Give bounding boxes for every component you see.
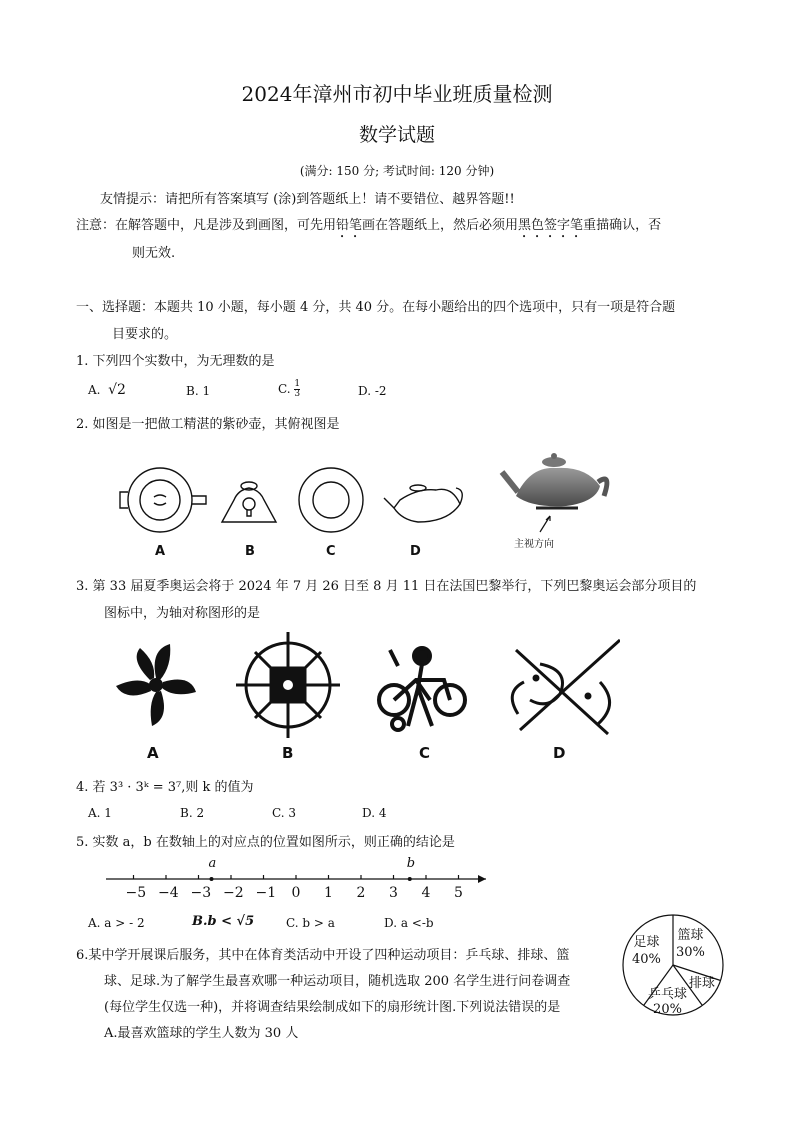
- q2-label-a: A: [155, 544, 166, 559]
- number-line-tick-label: −2: [223, 885, 244, 901]
- number-line-tick-label: 1: [324, 885, 333, 901]
- q5-option-b: B.b < √5: [192, 914, 255, 929]
- view-b-drawing: [222, 482, 276, 522]
- q3-label-a: A: [147, 744, 159, 762]
- q5-stem: 5. 实数 a，b 在数轴上的对应点的位置如图所示，则正确的结论是: [76, 835, 455, 850]
- q2-label-b: B: [245, 544, 255, 559]
- q2-stem: 2. 如图是一把做工精湛的紫砂壶，其俯视图是: [76, 417, 340, 432]
- pie-label-basketball: 篮球 30%: [676, 928, 705, 960]
- icon-a-pinwheel: [116, 644, 196, 726]
- teapot-photo: [496, 446, 616, 536]
- icon-b-target: [236, 632, 340, 738]
- q4-option-c: C. 3: [272, 806, 297, 820]
- q5-option-d: D. a <-b: [384, 916, 434, 930]
- q3-pictograms: [100, 630, 620, 740]
- q1-option-a: A. √2: [88, 382, 126, 398]
- pie-label-football: 足球 40%: [632, 935, 661, 967]
- q4-option-a: A. 1: [88, 806, 112, 820]
- exam-tip: 友情提示：请把所有答案填写 (涂)到答题纸上！请不要错位、越界答题!!: [100, 192, 515, 207]
- number-line-tick-label: −4: [158, 885, 179, 901]
- icon-d-fencing: [512, 640, 620, 734]
- q5-option-a: A. a > - 2: [88, 916, 145, 930]
- icon-c-cyclocross: [379, 648, 465, 730]
- point-b-label: b: [406, 856, 416, 871]
- q1-option-d: D. -2: [358, 384, 387, 398]
- q1-option-c: C. $\frac{1}{3}$: [278, 379, 301, 399]
- q4-option-d: D. 4: [362, 806, 387, 820]
- point-a-dot: [210, 877, 214, 881]
- exam-subtitle: 数学试题: [358, 124, 435, 146]
- pie-label-pingpong: 乒乓球 20%: [648, 987, 688, 1017]
- q2-label-c: C: [326, 544, 336, 559]
- q6-stem-line3: (每位学生仅选一种)，并将调查结果绘制成如下的扇形统计图.下列说法错误的是: [104, 1000, 561, 1015]
- q3-label-c: C: [419, 744, 431, 762]
- q3-stem: 3. 第 33 届夏季奥运会将于 2024 年 7 月 26 日至 8 月 11 日在法国巴黎举行，下列巴黎奥运会部分项目的: [76, 579, 697, 594]
- exam-note-line2: 则无效.: [132, 246, 176, 261]
- q2-label-d: D: [410, 544, 421, 559]
- q5-option-c: C. b > a: [286, 916, 335, 930]
- q6-stem-line1: 6.某中学开展课后服务，其中在体育类活动中开设了四种运动项目：乒乓球、排球、篮: [76, 948, 570, 963]
- point-a-label: a: [208, 856, 217, 871]
- q6-option-a: A.最喜欢篮球的学生人数为 30 人: [104, 1026, 299, 1041]
- view-d-drawing: [384, 485, 462, 522]
- pie-label-volleyball: 排球: [689, 976, 716, 991]
- q6-stem-line2: 球、足球.为了解学生最喜欢哪一种运动项目，随机选取 200 名学生进行问卷调查: [104, 974, 571, 989]
- view-a-drawing: [120, 468, 206, 532]
- number-line-tick-label: 3: [389, 885, 398, 901]
- exam-info: (满分: 150 分; 考试时间: 120 分钟): [299, 164, 495, 178]
- q1-stem: 1. 下列四个实数中，为无理数的是: [76, 354, 275, 369]
- point-b-dot: [408, 877, 412, 881]
- section-heading: 一、选择题：本题共 10 小题，每小题 4 分，共 40 分。在每小题给出的四个选项中，只有一项是符合题: [76, 300, 676, 315]
- exam-note: 注意：在解答题中，凡是涉及到画图，可先用铅笔画在答题纸上，然后必须用黑色签字笔重描确认，否: [76, 218, 662, 233]
- q2-teapot-views: [118, 460, 463, 540]
- number-line-tick-label: 5: [454, 885, 463, 901]
- number-line-tick-label: 2: [356, 885, 366, 901]
- number-line-tick-label: −1: [255, 885, 277, 901]
- number-line-tick-label: 4: [421, 885, 431, 901]
- teapot-caption: 主视方向: [514, 539, 554, 550]
- q3-label-b: B: [282, 744, 294, 762]
- number-line-tick-label: −3: [190, 885, 212, 901]
- q4-option-b: B. 2: [180, 806, 205, 820]
- q1-option-b: B. 1: [186, 384, 211, 398]
- number-line-tick-label: −5: [125, 885, 147, 901]
- q3-stem-line2: 图标中，为轴对称图形的是: [104, 606, 261, 621]
- view-c-drawing: [299, 468, 363, 532]
- exam-title: 2024年漳州市初中毕业班质量检测: [241, 82, 553, 106]
- number-line-tick-label: 0: [291, 885, 301, 901]
- q3-label-d: D: [553, 744, 566, 762]
- q4-stem: 4. 若 3³ · 3ᵏ = 3⁷,则 k 的值为: [76, 780, 254, 795]
- section-heading-line2: 目要求的。: [112, 327, 178, 342]
